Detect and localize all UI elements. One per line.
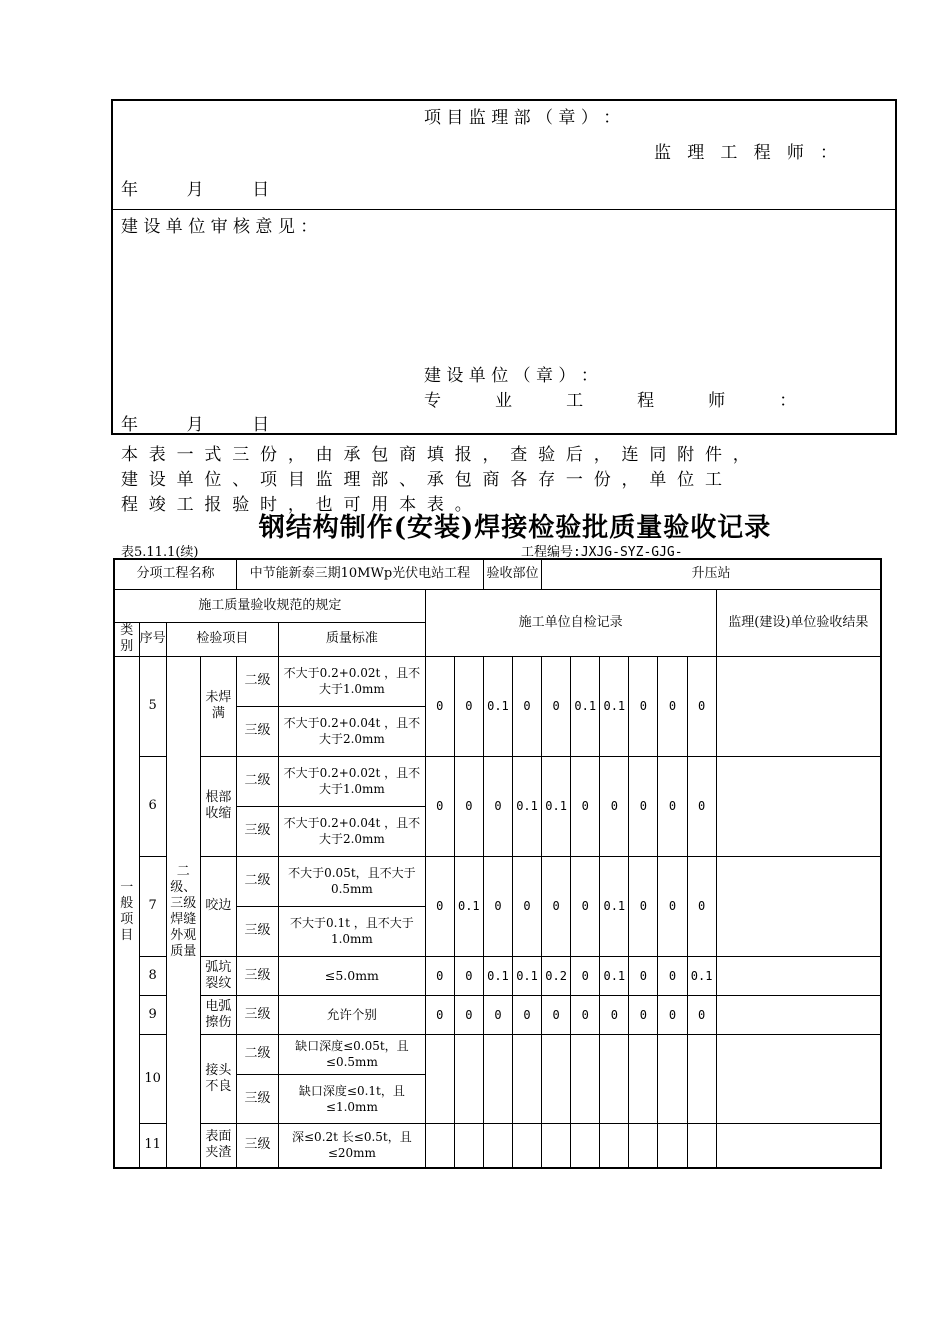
self-check-record: 0: [483, 995, 512, 1034]
self-check-label: 施工单位自检记录: [425, 589, 716, 656]
self-check-record: [483, 1123, 512, 1168]
self-check-record: 0.1: [600, 656, 629, 756]
self-check-record: 0: [571, 995, 600, 1034]
table-row: [114, 1034, 881, 1074]
table-header-row-2: [114, 589, 881, 622]
row-standard: 不大于0.2+0.04t ，且不大于2.0mm: [279, 706, 426, 756]
self-check-record: [687, 1123, 716, 1168]
self-check-record: 0: [425, 995, 454, 1034]
date-line-owner: 年 月 日: [121, 415, 270, 435]
document-title: 钢结构制作(安装)焊接检验批质量验收记录: [258, 513, 772, 543]
row-grade: 三级: [236, 956, 278, 995]
sub-project-label: 分项工程名称: [114, 559, 236, 589]
row-grade: 三级: [236, 995, 278, 1034]
table-body: [114, 656, 881, 1168]
approval-divider: [113, 209, 895, 210]
supervisor-result-label: 监理(建设)单位验收结果: [716, 589, 881, 656]
note-line-1: 本 表 一 式 三 份 ， 由 承 包 商 填 报 ， 查 验 后 ， 连 同 附 件 ，: [121, 445, 750, 465]
self-check-record: [571, 1123, 600, 1168]
accept-part-label: 验收部位: [483, 559, 541, 589]
row-standard: 缺口深度≤0.05t，且≤0.5mm: [279, 1034, 426, 1074]
table-row: [114, 995, 881, 1034]
self-check-record: 0.2: [542, 956, 571, 995]
note-line-3: 程 竣 工 报 验 时 ， 也 可 用 本 表 。: [121, 495, 472, 515]
self-check-record: 0: [425, 656, 454, 756]
self-check-record: 0: [542, 995, 571, 1034]
row-standard: 不大于0.2+0.02t ，且不大于1.0mm: [279, 756, 426, 806]
self-check-record: 0: [629, 956, 658, 995]
supervisor-result: [716, 856, 881, 956]
self-check-record: [542, 1034, 571, 1123]
row-standard: 允许个别: [279, 995, 426, 1034]
row-seq: 8: [139, 956, 166, 995]
self-check-record: 0: [571, 956, 600, 995]
self-check-record: 0: [512, 995, 541, 1034]
self-check-record: 0: [629, 656, 658, 756]
row-seq: 5: [139, 656, 166, 756]
self-check-record: 0: [512, 656, 541, 756]
self-check-record: 0: [658, 956, 687, 995]
row-item: 咬边: [200, 856, 236, 956]
inspection-table: [113, 558, 882, 1169]
category-general: 一般项目: [114, 656, 139, 1168]
row-grade: 二级: [236, 1034, 278, 1074]
item-label: 检验项目: [166, 622, 278, 656]
row-standard: 不大于0.2+0.02t ，且不大于1.0mm: [279, 656, 426, 706]
self-check-record: [512, 1034, 541, 1123]
supervisor-result: [716, 656, 881, 756]
self-check-record: [512, 1123, 541, 1168]
supervision-dept-stamp: 项 目 监 理 部 （ 章 ） ：: [424, 108, 621, 128]
self-check-record: 0.1: [483, 656, 512, 756]
self-check-record: 0: [454, 995, 483, 1034]
self-check-record: 0: [600, 756, 629, 856]
row-item: 弧坑裂纹: [200, 956, 236, 995]
self-check-record: 0: [425, 856, 454, 956]
table-header-row-1: [114, 559, 881, 589]
self-check-record: 0: [658, 756, 687, 856]
self-check-record: 0: [629, 756, 658, 856]
self-check-record: 0.1: [600, 956, 629, 995]
self-check-record: 0.1: [512, 956, 541, 995]
table-row: [114, 756, 881, 806]
row-standard: 深≤0.2t 长≤0.5t，且≤20mm: [279, 1123, 426, 1168]
self-check-record: 0: [512, 856, 541, 956]
row-standard: 缺口深度≤0.1t，且≤1.0mm: [279, 1074, 426, 1123]
spec-label: 施工质量验收规范的规定: [114, 589, 425, 622]
self-check-record: 0: [629, 995, 658, 1034]
row-seq: 10: [139, 1034, 166, 1123]
self-check-record: 0.1: [542, 756, 571, 856]
row-item: 电弧擦伤: [200, 995, 236, 1034]
self-check-record: 0: [483, 756, 512, 856]
self-check-record: 0: [425, 956, 454, 995]
table-row: [114, 656, 881, 706]
note-line-2: 建 设 单 位 、 项 目 监 理 部 、 承 包 商 各 存 一 份 ， 单 位 工: [121, 470, 722, 490]
row-standard: 不大于0.2+0.04t ，且不大于2.0mm: [279, 806, 426, 856]
sub-project-value: 中节能新泰三期10MWp光伏电站工程: [236, 559, 483, 589]
self-check-record: [629, 1034, 658, 1123]
category-label: 类别: [114, 622, 139, 656]
accept-part-value: 升压站: [542, 559, 881, 589]
professional-engineer-signature: 专 业 工 程 师 ：: [424, 391, 797, 411]
self-check-record: 0: [542, 856, 571, 956]
row-item: 表面夹渣: [200, 1123, 236, 1168]
self-check-record: [629, 1123, 658, 1168]
self-check-record: 0: [658, 856, 687, 956]
self-check-record: [483, 1034, 512, 1123]
row-seq: 6: [139, 756, 166, 856]
row-grade: 三级: [236, 806, 278, 856]
self-check-record: 0: [571, 856, 600, 956]
supervisor-result: [716, 956, 881, 995]
standard-label: 质量标准: [279, 622, 426, 656]
self-check-record: 0: [687, 756, 716, 856]
row-grade: 二级: [236, 656, 278, 706]
self-check-record: [600, 1034, 629, 1123]
row-grade: 三级: [236, 706, 278, 756]
supervisor-result: [716, 1123, 881, 1168]
row-item: 根部收缩: [200, 756, 236, 856]
row-standard: 不大于0.05t，且不大于0.5mm: [279, 856, 426, 906]
row-grade: 三级: [236, 1123, 278, 1168]
row-item: 未焊满: [200, 656, 236, 756]
self-check-record: [425, 1034, 454, 1123]
self-check-record: [658, 1123, 687, 1168]
self-check-record: 0: [483, 856, 512, 956]
row-grade: 三级: [236, 906, 278, 956]
project-number: 工程编号:JXJG-SYZ-GJG-: [521, 545, 683, 560]
self-check-record: 0: [542, 656, 571, 756]
self-check-record: 0: [658, 995, 687, 1034]
row-standard: 不大于0.1t ，且不大于1.0mm: [279, 906, 426, 956]
seq-label: 序号: [139, 622, 166, 656]
self-check-record: 0: [629, 856, 658, 956]
row-seq: 11: [139, 1123, 166, 1168]
supervisor-result: [716, 756, 881, 856]
self-check-record: 0: [687, 995, 716, 1034]
table-row: [114, 856, 881, 906]
self-check-record: [454, 1034, 483, 1123]
supervisor-result: [716, 995, 881, 1034]
row-item: 接头不良: [200, 1034, 236, 1123]
self-check-record: 0.1: [571, 656, 600, 756]
table-row: [114, 1123, 881, 1168]
self-check-record: 0: [658, 656, 687, 756]
self-check-record: 0.1: [687, 956, 716, 995]
self-check-record: 0: [687, 656, 716, 756]
self-check-record: 0: [571, 756, 600, 856]
self-check-record: [425, 1123, 454, 1168]
owner-review-opinion: 建 设 单 位 审 核 意 见 ：: [121, 217, 318, 237]
self-check-record: 0: [687, 856, 716, 956]
self-check-record: 0.1: [454, 856, 483, 956]
self-check-record: [571, 1034, 600, 1123]
self-check-record: [658, 1034, 687, 1123]
row-grade: 三级: [236, 1074, 278, 1123]
self-check-record: 0.1: [483, 956, 512, 995]
row-seq: 9: [139, 995, 166, 1034]
supervisor-result: [716, 1034, 881, 1123]
row-grade: 二级: [236, 856, 278, 906]
row-seq: 7: [139, 856, 166, 956]
self-check-record: 0: [454, 756, 483, 856]
supervision-engineer-signature: 监 理 工 程 师 ：: [654, 143, 838, 163]
self-check-record: [600, 1123, 629, 1168]
owner-unit-stamp: 建 设 单 位 （ 章 ） ：: [424, 366, 598, 386]
self-check-record: [542, 1123, 571, 1168]
self-check-record: 0.1: [512, 756, 541, 856]
table-row: [114, 956, 881, 995]
self-check-record: 0: [425, 756, 454, 856]
self-check-record: [687, 1034, 716, 1123]
row-grade: 二级: [236, 756, 278, 806]
self-check-record: 0: [600, 995, 629, 1034]
self-check-record: 0: [454, 956, 483, 995]
table-number: 表5.11.1(续): [121, 545, 199, 560]
weld-appearance-group: 二级、三级焊缝外观质量: [166, 656, 200, 1168]
self-check-record: 0: [454, 656, 483, 756]
date-line-supervision: 年 月 日: [121, 180, 270, 200]
self-check-record: [454, 1123, 483, 1168]
row-standard: ≤5.0mm: [279, 956, 426, 995]
self-check-record: 0.1: [600, 856, 629, 956]
